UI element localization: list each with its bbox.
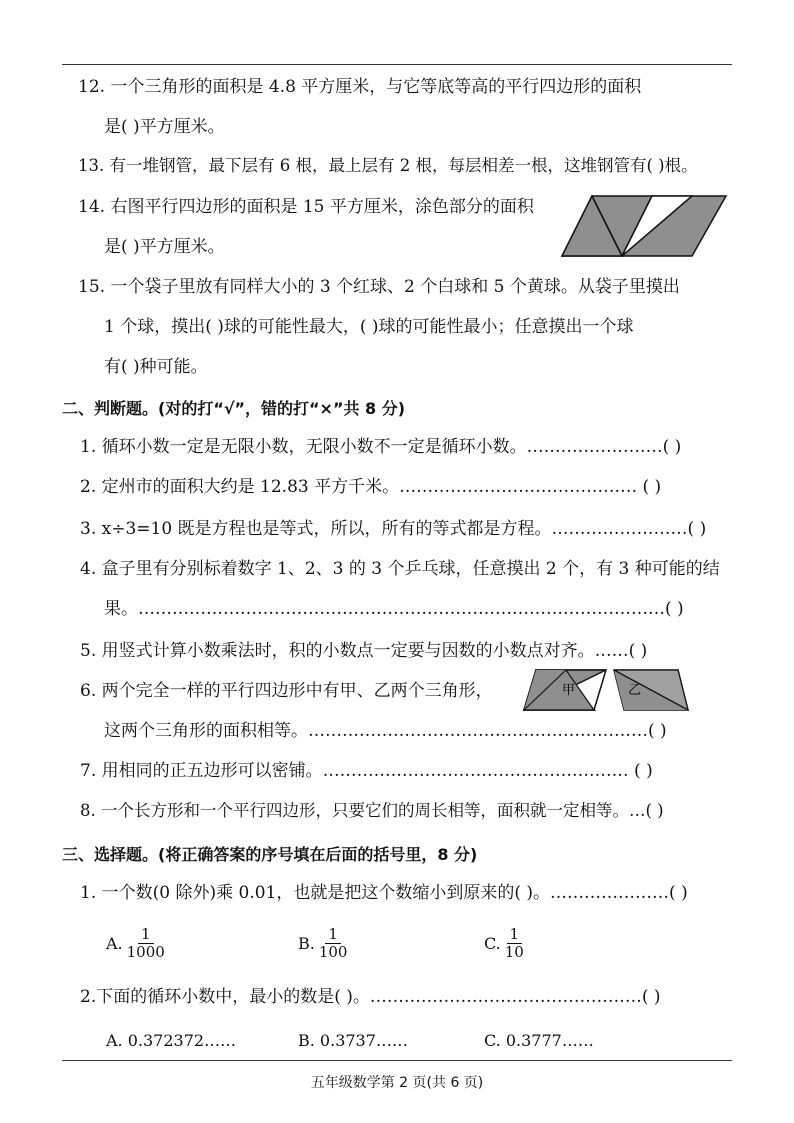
choice-q2-option-c: C. 0.3777……	[484, 1031, 594, 1050]
q14-line2: 是( )平方厘米。	[104, 237, 225, 257]
judge-item-1: 1. 循环小数一定是无限小数，无限小数不一定是循环小数。……………………( )	[80, 437, 682, 457]
judge-item-6: 6. 两个完全一样的平行四边形中有甲、乙两个三角形，	[80, 681, 493, 701]
svg-text:甲: 甲	[562, 683, 576, 698]
section2-title: 二、判断题。(对的打“√”，错的打“×”共 8 分)	[62, 399, 406, 418]
judge-item-2: 2. 定州市的面积大约是 12.83 平方千米。…………………………………… ( )	[80, 477, 662, 497]
q15-line2: 1 个球，摸出( )球的可能性最大，( )球的可能性最小；任意摸出一个球	[104, 317, 634, 337]
judge-item-5: 5. 用竖式计算小数乘法时，积的小数点一定要与因数的小数点对齐。……( )	[80, 641, 648, 661]
choice-q1: 1. 一个数(0 除外)乘 0.01，也就是把这个数缩小到原来的( )。…………………( )	[80, 883, 688, 903]
choice-q2-option-a: A. 0.372372……	[106, 1031, 237, 1050]
svg-text:乙: 乙	[628, 683, 642, 698]
q13-line1: 13. 有一堆钢管，最下层有 6 根，最上层有 2 根，每层相差一根，这堆钢管有( )根。	[78, 156, 698, 175]
fraction-denominator: 1000	[126, 943, 165, 961]
top-rule	[62, 64, 732, 65]
q14-parallelogram-figure	[560, 194, 730, 258]
fraction-denominator: 10	[504, 943, 524, 961]
page-footer: 五年级数学第 2 页(共 6 页)	[310, 1075, 484, 1091]
judge-item-8: 8. 一个长方形和一个平行四边形，只要它们的周长相等，面积就一定相等。…( )	[80, 801, 664, 820]
judge-item-4b: 果。…………………………………………………………………………………( )	[104, 599, 684, 619]
choice-q2-option-b: B. 0.3737……	[298, 1031, 408, 1050]
fraction-numerator: 1	[507, 926, 523, 944]
section3-title: 三、选择题。(将正确答案的序号填在后面的括号里，8 分)	[62, 845, 478, 864]
choice-q2: 2.下面的循环小数中，最小的数是( )。…………………………………………( )	[80, 987, 661, 1007]
judge-item-3: 3. x÷3=10 既是方程也是等式，所以，所有的等式都是方程。……………………( )	[80, 519, 707, 539]
choice-q1-option-a: A. $\frac{1}{1000}$	[106, 925, 165, 961]
q12-line1: 12. 一个三角形的面积是 4.8 平方厘米，与它等底等高的平行四边形的面积	[78, 77, 642, 97]
choice-q1-option-c: C. $\frac{1}{10}$	[484, 925, 524, 961]
q15-line3: 有( )种可能。	[104, 357, 208, 377]
q14-line1: 14. 右图平行四边形的面积是 15 平方厘米，涂色部分的面积	[78, 197, 534, 217]
q12-line2: 是( )平方厘米。	[104, 117, 225, 137]
fraction-numerator: 1	[325, 926, 341, 944]
bottom-rule	[62, 1060, 732, 1061]
judge6-parallelogram-yi-figure	[612, 668, 690, 712]
judge-item-4: 4. 盒子里有分别标着数字 1、2、3 的 3 个乒乓球，任意摸出 2 个，有 3 种可能的结	[80, 559, 720, 579]
judge6-parallelogram-jia-figure	[522, 668, 608, 712]
fraction-numerator: 1	[138, 926, 154, 944]
judge-item-6b: 这两个三角形的面积相等。……………………………………………………( )	[104, 721, 667, 741]
choice-q1-option-b: B. $\frac{1}{100}$	[298, 925, 348, 961]
judge-item-7: 7. 用相同的正五边形可以密铺。……………………………………………… ( )	[80, 761, 653, 781]
q15-line1: 15. 一个袋子里放有同样大小的 3 个红球、2 个白球和 5 个黄球。从袋子里摸出	[78, 277, 680, 297]
fraction-denominator: 100	[318, 943, 348, 961]
